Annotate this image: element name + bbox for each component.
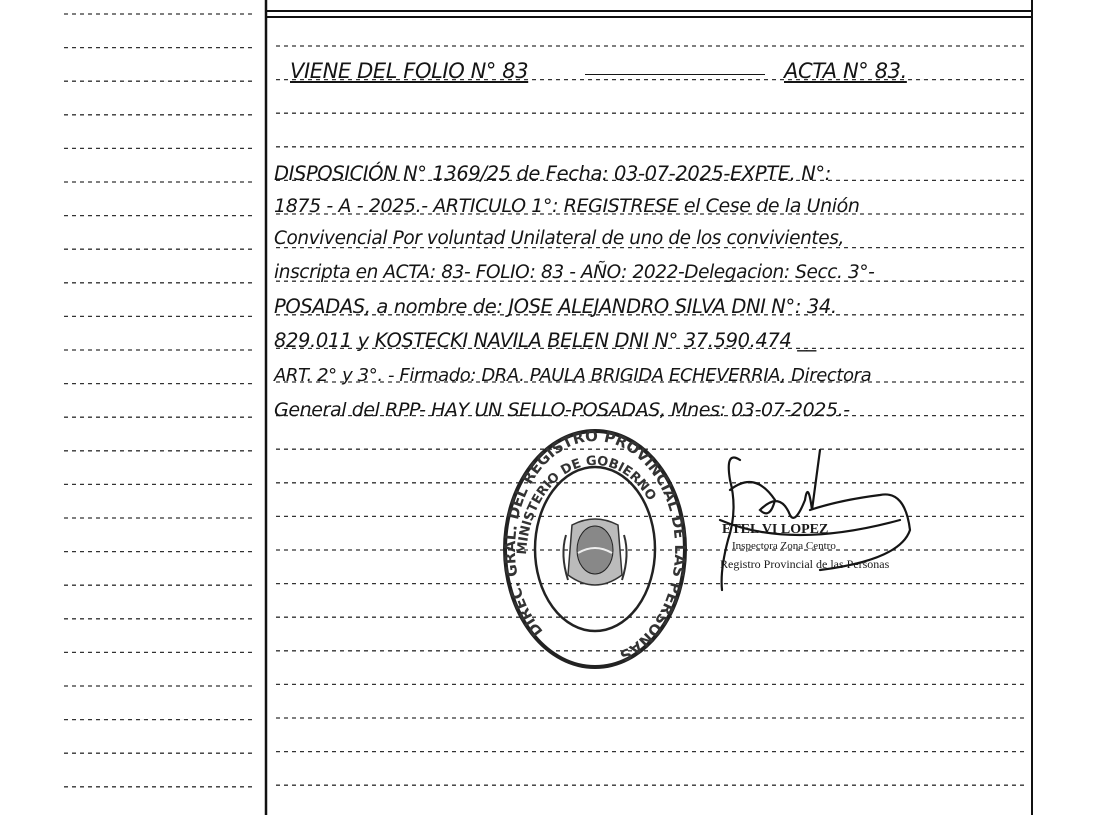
body-line-1: DISPOSICIÓN N° 1369/25 de Fecha: 03-07-2025-EXPTE. N°: [274,162,831,185]
body-line-6: 829.011 y KOSTECKI NAVILA BELEN DNI N° 37.590.474 __ [274,329,816,352]
coat-of-arms-emblem [563,519,626,585]
viene-del-folio: VIENE DEL FOLIO N° 83 [290,59,529,83]
seal-outer-text: DIREC. GRAL. DEL REGISTRO PROVINCIAL DE LAS PERSONAS [500,426,690,665]
seal-inner-text: MINISTERIO DE GOBIERNO [514,453,659,556]
body-line-7: ART. 2° y 3°. - Firmado: DRA. PAULA BRIGIDA ECHEVERRIA, Directora [274,365,872,386]
official-seal-stamp [500,425,690,675]
body-line-2: 1875 - A - 2025.- ARTICULO 1°: REGISTRESE el Cese de la Unión [274,195,860,217]
body-line-4: inscripta en ACTA: 83- FOLIO: 83 - AÑO: 2022-Delegacion: Secc. 3°- [274,262,875,283]
signature-org: Registro Provincial de las Personas [720,557,890,571]
signature [700,440,930,600]
signature-name: ETEL VI LOPEZ [722,522,829,537]
signature-title: Inspectora Zona Centro [732,540,836,552]
body-line-5: POSADAS, a nombre de: JOSE ALEJANDRO SILVA DNI N°: 34. [274,295,837,318]
acta-number: ACTA N° 83. [784,59,907,83]
body-line-8: General del RPP- HAY UN SELLO-POSADAS, Mnes: 03-07-2025.- [274,399,850,421]
left-margin-rules [64,14,254,787]
header-dash [585,74,765,75]
body-line-3: Convivencial Por voluntad Unilateral de uno de los convivientes, [274,228,844,249]
